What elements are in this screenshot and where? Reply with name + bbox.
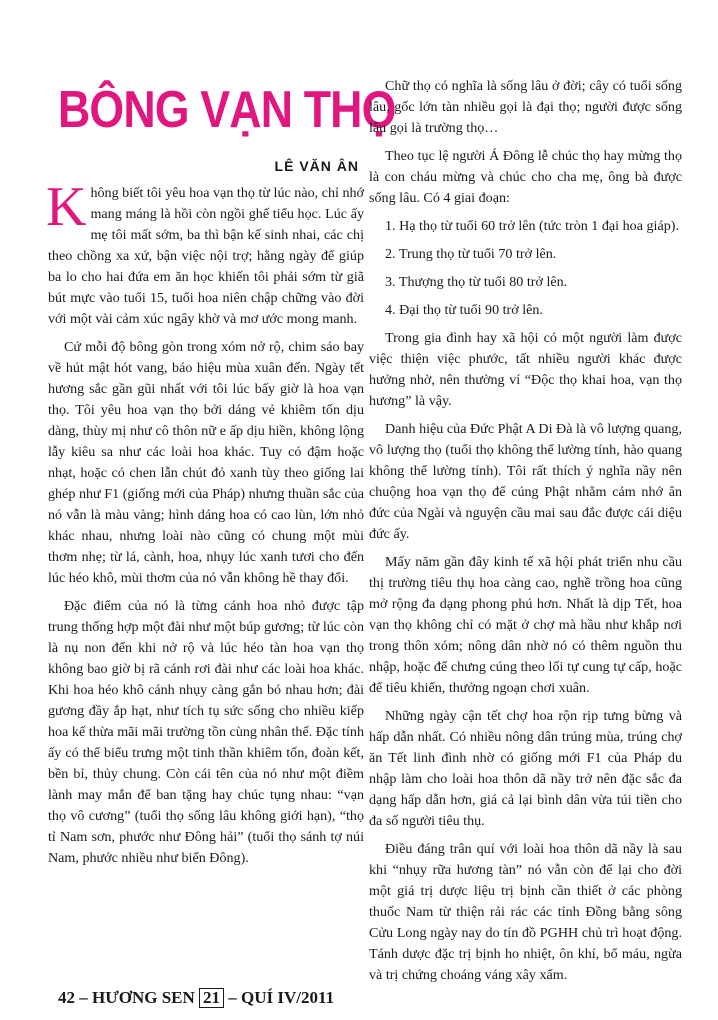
paragraph: Những ngày cận tết chợ hoa rộn rịp tưng bừng và hấp dẫn nhất. Có nhiều nông dân trúng mùa, trúng chợ ăn Tết linh đình nhờ có giống mới F1 của Pháp du nhập làm cho loài hoa thôn dã nầy trở nên đặc sắc đa dạng hấp dẫn hơn, giá cả lại bình dân vừa túi tiền cho đa số người tiêu thụ. bbox=[369, 708, 682, 829]
list-item: 2. Trung thọ từ tuổi 70 trở lên. bbox=[385, 246, 557, 262]
publication-name: – HƯƠNG SEN bbox=[79, 988, 195, 1007]
left-column bbox=[46, 176, 364, 876]
paragraph: Chữ thọ có nghĩa là sống lâu ở đời; cây có tuổi sống lâu, gốc lớn tàn nhiều gọi là đại thọ; người được sống lâu gọi là trường thọ… bbox=[369, 78, 682, 136]
paragraph: Danh hiệu của Đức Phật A Di Đà là vô lượng quang, vô lượng thọ (tuổi thọ không thể lường tính, hào quang không thể lường tính). Tôi rất thích ý nghĩa nầy nên chuộng hoa vạn thọ để cúng Phật nhằm cảm nhớ ân đức của Ngài và nguyện cầu mai sau đắc được cái diệu đức ấy. bbox=[369, 421, 682, 542]
paragraph: Mấy năm gần đây kinh tế xã hội phát triển nhu cầu thị trường tiêu thụ hoa càng cao, nghề trồng hoa cũng mở rộng đa dạng phong phú hơn. Nhất là dịp Tết, hoa vạn thọ không chỉ có mặt ở chợ mà hầu như khắp nơi trong thôn xóm; nông dân nhờ nó có thêm nguồn thu nhập, hoặc để chưng cúng theo lối tự cung tự cấp, hoặc để tiêu khiển, thưởng ngoạn chơi xuân. bbox=[369, 554, 682, 696]
paragraph-intro bbox=[46, 176, 364, 330]
paragraph-text: hông biết tôi yêu hoa vạn thọ từ lúc nào, chỉ nhớ mang máng là hồi còn ngồi ghế tiểu học. Lúc ấy mẹ tôi mất sớm, ba thì bận kế sinh nhai, các chị theo chồng xa xứ, bận việc nội trợ; hằng ngày để giúp ba lo cho hai đứa em ăn học khiến tôi phải sớm từ giã bút mực vào tuổi 15, tuổi hoa niên chập chững vào đời với một vài cảm xúc ngây khờ và mơ ước mong manh. bbox=[48, 185, 364, 327]
issue-quarter: – QUÍ IV/2011 bbox=[228, 988, 335, 1007]
list-item: 1. Hạ thọ từ tuổi 60 trở lên (tức tròn 1 đại hoa giáp). bbox=[385, 218, 679, 234]
drop-cap: K bbox=[46, 176, 87, 238]
paragraph: Trong gia đình hay xã hội có một người làm được việc thiện việc phước, tất nhiều người khác được hưởng nhờ, nên thường ví “Độc thọ khai hoa, vạn thọ hương” là vậy. bbox=[369, 330, 682, 409]
list-item: 4. Đại thọ từ tuổi 90 trở lên. bbox=[385, 302, 543, 318]
paragraph: Đặc điểm của nó là từng cánh hoa nhỏ được tập trung thống hợp một đài như một búp gương; từ lúc còn là nụ non đến khi nở rộ và lúc héo tàn hoa vạn thọ không bao giờ bị rã cánh rơi đài như các loài hoa khác. Khi hoa héo khô cánh nhụy càng gắn bó nhau hơn; đài gương đầy ắp hạt, như tích tụ sức sống cho nhiều kiếp hoa kế thừa mãi mãi trường tồn cùng nhân thế. Đặc tính ấy có thể biểu trưng một tinh thần khiêm tốn, đoàn kết, bền bỉ, thủy chung. Còn cái tên của nó như một điềm lành may mắn để ban tặng hay chúc tụng nhau: “vạn thọ vô cương” (tuổi thọ sống lâu không giới hạn), “thọ tỉ Nam sơn, phước như Đông hải” (tuổi thọ sánh tợ núi Nam, phước nhiều như biển Đông). bbox=[48, 598, 364, 866]
paragraph: Theo tục lệ người Á Đông lễ chúc thọ hay mừng thọ là con cháu mừng và chúc cho cha mẹ, ông bà được sống lâu. Có 4 giai đoạn: bbox=[369, 148, 682, 206]
paragraph: Điều đáng trân quí với loài hoa thôn dã nầy là sau khi “nhụy rữa hương tàn” nó vẫn còn để lại cho đời một giá trị dược liệu trị bịnh cần thiết ở các phòng thuốc Nam từ thiện rải rác các tỉnh Đồng bằng sông Cửu Long ngày nay do tín đồ PGHH chủ trì hoạt động. Tánh dược đặc trị bịnh ho nhiệt, ôn khí, bổ máu, ngừa và trị chứng choáng váng xây xẩm. bbox=[369, 841, 682, 983]
issue-number: 21 bbox=[199, 988, 224, 1008]
page-footer bbox=[58, 988, 334, 1008]
right-column bbox=[369, 76, 682, 993]
article-author: LÊ VĂN ÂN bbox=[274, 158, 359, 174]
paragraph: Cứ mỗi độ bông gòn trong xóm nở rộ, chim sáo bay về hút mật hót vang, báo hiệu mùa xuân đến. Ngày tết hương sắc gần gũi nhất với tôi lúc bấy giờ là hoa vạn thọ. Tôi yêu hoa vạn thọ bởi dáng vẻ khiêm tốn dịu dàng, thùy mị như cô thôn nữ e ấp dịu hiền, không lộng lẫy kiêu sa như các loài hoa khác. Tuy có đậm hoặc nhạt, hoặc có chen lẫn chút đỏ xanh tùy theo giống lai ghép như F1 (giống mới của Pháp) nhưng thuần sắc của nó vẫn là màu vàng; hình dáng hoa có cao lùn, lớn nhỏ khác nhau, nhưng loài nào cũng có chung một mùi thơm nhẹ; từ lá, cành, hoa, nhụy lúc xanh tươi cho đến lúc héo khô, mùi thơm của nó vẫn không hề thay đổi. bbox=[48, 339, 364, 586]
list-item: 3. Thượng thọ từ tuổi 80 trở lên. bbox=[385, 274, 568, 290]
article-title: BÔNG VẠN THỌ bbox=[58, 81, 396, 139]
page-number: 42 bbox=[58, 988, 75, 1007]
